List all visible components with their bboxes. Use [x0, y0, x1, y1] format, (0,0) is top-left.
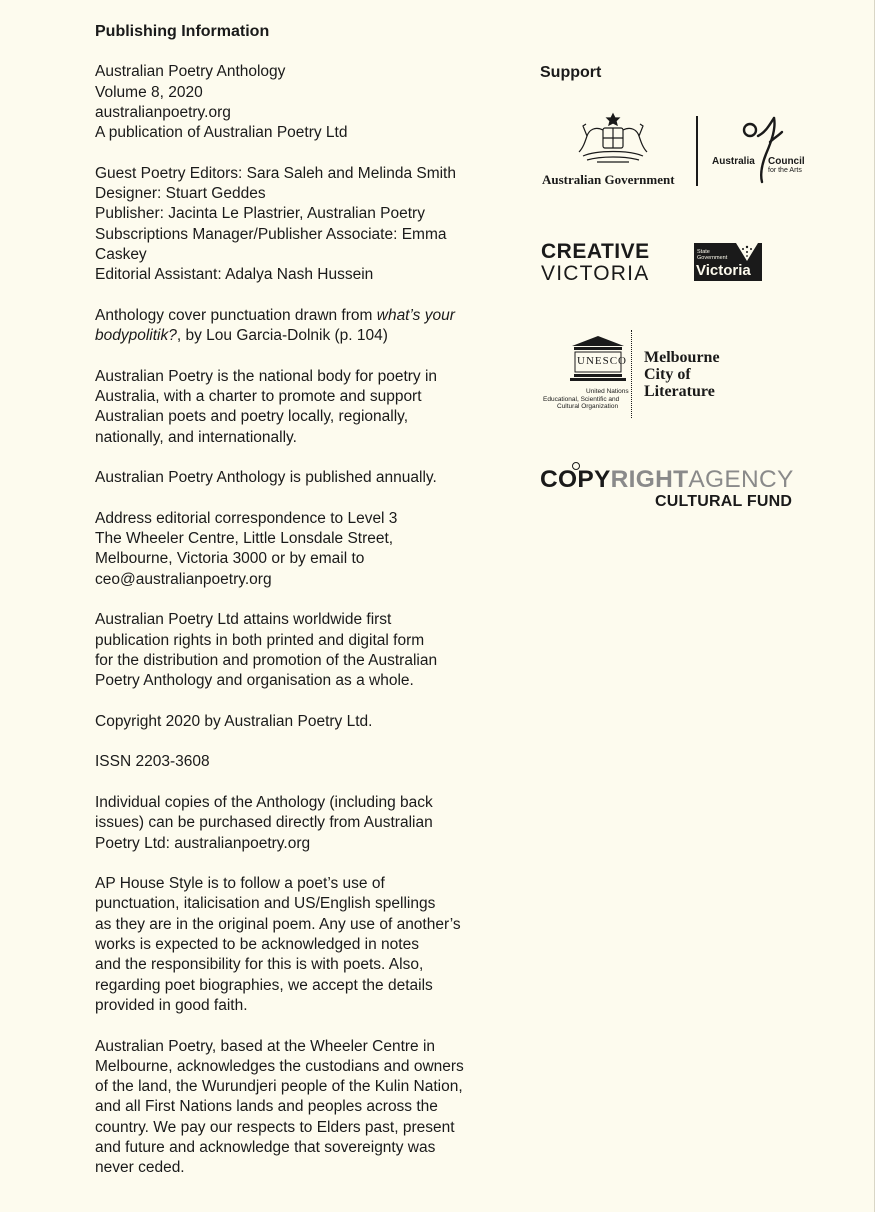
copyright-agency-wordmark [540, 466, 794, 494]
text-line: issues) can be purchased directly from Australian [95, 814, 433, 832]
text-line: and the responsibility for this is with poets. Also, [95, 956, 424, 974]
text-line: nationally, and internationally. [95, 428, 297, 446]
text-line: Australian Poetry Anthology is published annually. [95, 469, 437, 487]
text-line: punctuation, italicisation and US/English spellings [95, 895, 436, 913]
unesco-logo [526, 330, 636, 420]
unesco-sub-2: Educational, Scientific and [543, 395, 620, 403]
text-line: ceo@australianpoetry.org [95, 570, 272, 588]
victoria-map-icon [734, 243, 760, 263]
paragraph-annual [95, 468, 515, 488]
text-line: country. We pay our respects to Elders past, present [95, 1118, 455, 1136]
council-subtitle: for the Arts [768, 167, 802, 174]
creative-victoria-line-2: VICTORIA [541, 262, 650, 285]
copyright-part-3: AGENCY [688, 466, 794, 493]
text-line: never ceded. [95, 1159, 185, 1177]
cover-note-text: Anthology cover punctuation drawn from [95, 306, 377, 324]
text-line: AP House Style is to follow a poet’s use of [95, 875, 385, 893]
publishing-info-column [95, 22, 515, 1199]
text-line: Publisher: Jacinta Le Plastrier, Australian Poetry [95, 205, 425, 223]
creative-victoria-line-1: CREATIVE [541, 240, 650, 263]
council-name-1: Australia [712, 156, 755, 167]
melbourne-line-2: City of [644, 366, 691, 383]
text-line: Individual copies of the Anthology (including back [95, 793, 433, 811]
paragraph-cover-note [95, 306, 515, 347]
text-line: Guest Poetry Editors: Sara Saleh and Melinda Smith [95, 164, 456, 182]
vic-name: Victoria [696, 262, 751, 279]
copyright-part-2: RIGHT [610, 466, 689, 493]
text-line: Subscriptions Manager/Publisher Associate: Emma [95, 225, 447, 243]
paragraph-copies [95, 793, 515, 854]
vic-small-line-2: Government [697, 255, 728, 261]
state-government-victoria-logo [694, 243, 762, 281]
text-line: as they are in the original poem. Any use of another’s [95, 915, 461, 933]
text-line [95, 306, 515, 326]
paragraph-copyright [95, 712, 515, 732]
paragraph-issn [95, 752, 515, 772]
text-line: publication rights in both printed and digital form [95, 631, 425, 649]
melbourne-line-1: Melbourne [644, 349, 720, 366]
australia-council-logo [706, 114, 836, 190]
paragraph-publication [95, 62, 515, 143]
text-line: Melbourne, Victoria 3000 or by email to [95, 550, 365, 568]
text-line: and all First Nations lands and peoples across the [95, 1098, 438, 1116]
melbourne-city-of-literature-logo [644, 349, 754, 405]
text-line: Editorial Assistant: Adalya Nash Hussein [95, 266, 374, 284]
unesco-sub-1: United Nations [586, 388, 629, 395]
text-line: A publication of Australian Poetry Ltd [95, 124, 348, 142]
text-line: Volume 8, 2020 [95, 83, 203, 101]
text-line: Australian poets and poetry locally, regionally, [95, 408, 409, 426]
australian-government-logo [540, 112, 690, 190]
vic-small-line-1: State [697, 249, 710, 255]
creative-victoria-logo [541, 240, 671, 286]
copyright-agency-logo [540, 462, 815, 514]
text-line: for the distribution and promotion of the Australian [95, 651, 438, 669]
council-name-2: Council [768, 156, 805, 167]
text-line: and future and acknowledge that sovereignty was [95, 1139, 436, 1157]
cover-note-title: bodypolitik? [95, 327, 177, 345]
text-line: australianpoetry.org [95, 103, 231, 121]
text-line: ISSN 2203-3608 [95, 753, 210, 771]
cultural-fund-label: CULTURAL FUND [655, 493, 793, 510]
paragraph-house-style [95, 874, 515, 1016]
page-title: Publishing Information [95, 23, 270, 40]
copyright-part-1: COPY [540, 466, 611, 493]
logo-divider [696, 116, 698, 186]
text-line: provided in good faith. [95, 996, 248, 1014]
text-line: Designer: Stuart Geddes [95, 185, 266, 203]
text-line: Melbourne, acknowledges the custodians and owners [95, 1057, 464, 1075]
paragraph-credits [95, 164, 515, 286]
cover-note-title: what’s your [376, 306, 455, 324]
registered-mark-icon [572, 462, 580, 470]
melbourne-line-3: Literature [644, 383, 715, 400]
coat-of-arms-icon [573, 112, 653, 168]
support-heading: Support [540, 64, 602, 81]
text-line [95, 326, 515, 346]
text-line: works is expected to be acknowledged in notes [95, 936, 419, 954]
paragraph-address [95, 509, 515, 590]
text-line: Address editorial correspondence to Level 3 [95, 509, 398, 527]
text-line: Poetry Anthology and organisation as a whole. [95, 672, 414, 690]
unesco-divider [631, 330, 632, 418]
paragraph-acknowledgement [95, 1037, 515, 1179]
cover-note-text: , by Lou Garcia-Dolnik (p. 104) [176, 327, 388, 345]
australian-government-label: Australian Government [542, 172, 675, 187]
unesco-word: UNESCO [577, 355, 628, 367]
text-line: Poetry Ltd: australianpoetry.org [95, 834, 311, 852]
text-line: Caskey [95, 245, 147, 263]
text-line: Australian Poetry Ltd attains worldwide first [95, 611, 392, 629]
text-line: Australia, with a charter to promote and support [95, 388, 422, 406]
text-line: Australian Poetry, based at the Wheeler Centre in [95, 1037, 436, 1055]
paragraph-about [95, 367, 515, 448]
text-line: The Wheeler Centre, Little Lonsdale Street, [95, 530, 394, 548]
text-line: of the land, the Wurundjeri people of the Kulin Nation, [95, 1078, 463, 1096]
text-line: Australian Poetry Anthology [95, 63, 286, 81]
unesco-sub-3: Cultural Organization [557, 403, 619, 410]
text-line: Australian Poetry is the national body for poetry in [95, 367, 438, 385]
text-line: Copyright 2020 by Australian Poetry Ltd. [95, 712, 373, 730]
text-line: regarding poet biographies, we accept the details [95, 976, 433, 994]
paragraph-rights [95, 610, 515, 691]
